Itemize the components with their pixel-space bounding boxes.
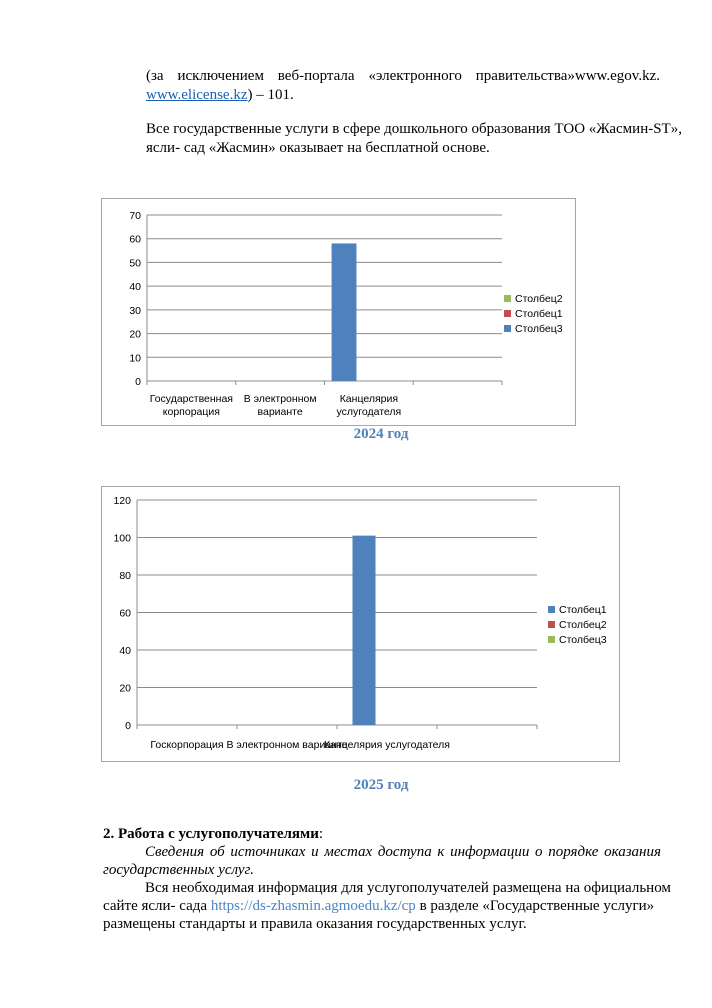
x-category-label: Государственная <box>149 393 234 405</box>
y-tick-label: 20 <box>129 328 141 341</box>
y-tick-label: 80 <box>119 570 131 582</box>
legend-label: Столбец1 <box>515 308 563 320</box>
x-category-label: Канцелярия <box>339 393 399 405</box>
y-tick-label: 60 <box>129 233 141 246</box>
legend-label: Столбец1 <box>559 604 607 616</box>
info-line-2 <box>103 897 654 916</box>
y-tick-label: 70 <box>129 210 141 222</box>
elicense-link[interactable]: www.elicense.kz <box>146 87 248 103</box>
info-line-2-end: в разделе «Государственные услуги» <box>415 898 655 914</box>
y-tick-label: 100 <box>113 532 131 545</box>
intro-word: (за <box>146 68 164 84</box>
x-category-label: услугодателя <box>336 406 402 418</box>
sources-line-2: государственных услуг. <box>103 862 254 878</box>
intro-word: «электронного <box>368 68 462 84</box>
legend-label: Столбец3 <box>559 634 607 646</box>
x-category-label: В электронном <box>243 393 317 405</box>
chart-2024 <box>101 198 576 426</box>
intro-word: веб-портала <box>277 68 355 84</box>
sources-word: порядке <box>548 844 599 860</box>
sources-line-1 <box>145 843 661 862</box>
bar-Столбец1 <box>353 536 376 725</box>
y-tick-label: 10 <box>129 352 141 365</box>
legend-label: Столбец2 <box>559 619 607 631</box>
section-2-heading-text: 2. Работа с услугополучателями <box>103 826 319 842</box>
y-tick-label: 60 <box>119 607 131 620</box>
intro-line-1 <box>146 67 660 86</box>
intro-word: правительства»www.egov.kz. <box>475 68 660 84</box>
x-category-label: В электронном варианте <box>226 739 348 751</box>
section-2-heading-colon: : <box>318 826 324 842</box>
y-tick-label: 30 <box>129 304 141 317</box>
y-tick-label: 0 <box>125 720 131 732</box>
sources-word: информации <box>450 844 530 860</box>
sources-word: об <box>209 844 225 860</box>
x-category-label: корпорация <box>162 406 220 418</box>
y-tick-label: 120 <box>113 495 131 507</box>
x-category-label: Госкорпорация <box>150 739 224 751</box>
chart-2025-svg <box>102 487 619 761</box>
sources-word: оказания <box>604 844 661 860</box>
legend-swatch <box>504 310 511 317</box>
legend-swatch <box>548 636 555 643</box>
bar-Столбец3 <box>332 243 357 381</box>
intro-word: исключением <box>177 68 264 84</box>
kindergarten-site-link[interactable]: https://ds-zhasmin.agmoedu.kz/cp <box>210 898 416 914</box>
y-tick-label: 50 <box>129 257 141 270</box>
info-line-2-start: сайте ясли- сада <box>103 898 211 914</box>
legend-label: Столбец2 <box>515 293 563 305</box>
info-line-1: Вся необходимая информация для услугополучателей размещена на официальном <box>145 880 671 896</box>
x-category-label: варианте <box>257 406 303 418</box>
free-services-line-2: ясли- сад «Жасмин» оказывает на бесплатной основе. <box>146 140 490 156</box>
sources-word: к <box>437 844 445 860</box>
sources-word: и <box>311 844 319 860</box>
chart-2024-svg <box>102 199 575 425</box>
y-tick-label: 40 <box>129 281 141 294</box>
sources-word: источниках <box>230 844 306 860</box>
y-tick-label: 40 <box>119 645 131 657</box>
intro-count: ) – 101. <box>247 87 294 103</box>
free-services-line-1: Все государственные услуги в сфере дошкольного образования ТОО «Жасмин-ST», <box>146 121 682 137</box>
chart-2024-title: 2024 год <box>353 426 409 442</box>
sources-word: Сведения <box>145 844 205 860</box>
y-tick-label: 0 <box>135 376 141 388</box>
chart-2025-title: 2025 год <box>353 777 409 793</box>
intro-line-2 <box>146 86 294 105</box>
sources-word: доступа <box>377 844 432 860</box>
sources-word: о <box>535 844 543 860</box>
y-tick-label: 20 <box>119 682 131 695</box>
legend-label: Столбец3 <box>515 323 563 335</box>
legend-swatch <box>504 325 511 332</box>
legend-swatch <box>548 606 555 613</box>
x-category-label: Канцелярия услугодателя <box>324 739 450 751</box>
legend-swatch <box>504 295 511 302</box>
chart-2025 <box>101 486 620 762</box>
sources-word: местах <box>324 844 373 860</box>
info-line-3: размещены стандарты и правила оказания государственных услуг. <box>103 916 527 932</box>
legend-swatch <box>548 621 555 628</box>
section-2-heading <box>103 825 323 844</box>
